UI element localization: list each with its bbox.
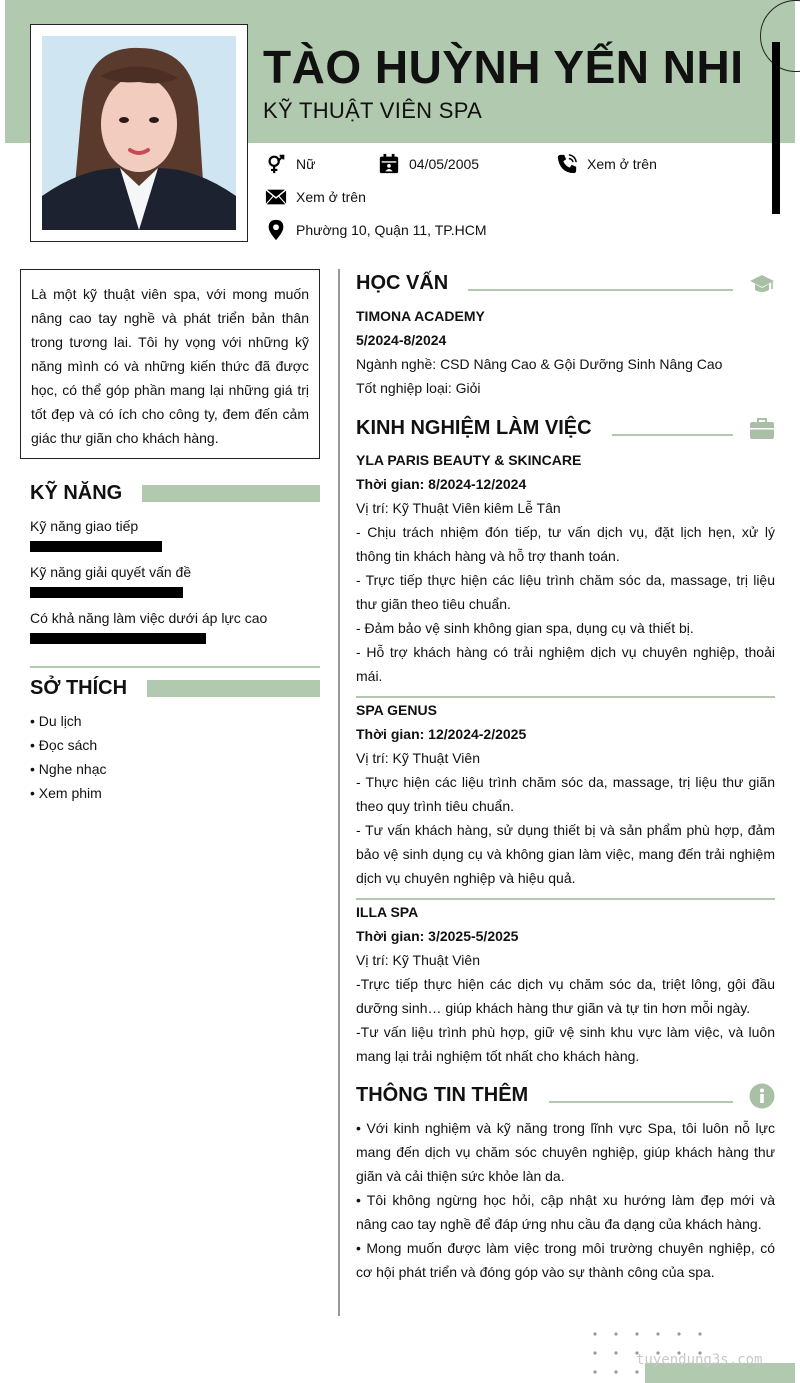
additional-line: • Tôi không ngừng học hỏi, cập nhật xu hướng làm đẹp mới và nâng cao tay nghề để đáp ứng nhu cầu đa dạng của khách hàng.	[356, 1192, 775, 1232]
job-duty: - Hỗ trợ khách hàng có trải nghiệm dịch vụ chuyên nghiệp, thoải mái.	[356, 644, 775, 684]
job-period: Thời gian: 8/2024-12/2024	[356, 476, 527, 492]
education-period: 5/2024-8/2024	[356, 332, 447, 348]
job-duty: - Trực tiếp thực hiện các liệu trình chăm sóc da, massage, trị liệu thư giãn theo tiêu chuẩn.	[356, 572, 775, 612]
job-position: Vị trí: Kỹ Thuật Viên	[356, 750, 480, 766]
skill-label: Có khả năng làm việc dưới áp lực cao	[30, 610, 268, 626]
school-name: TIMONA ACADEMY	[356, 308, 485, 324]
watermark: tuyendung3s.com	[636, 1352, 763, 1368]
education-major: Ngành nghề: CSD Nâng Cao & Gội Dưỡng Sinh Nâng Cao	[356, 356, 723, 372]
hobbies-title: SỞ THÍCH	[30, 677, 128, 699]
hobby-item: • Xem phim	[30, 785, 102, 801]
education-grade: Tốt nghiệp loại: Giỏi	[356, 380, 481, 396]
calendar-icon	[378, 153, 400, 175]
email-value: Xem ở trên	[296, 189, 366, 205]
hobby-item: • Nghe nhạc	[30, 761, 107, 777]
profile-photo	[42, 36, 236, 230]
address-value: Phường 10, Quận 11, TP.HCM	[296, 222, 487, 238]
job-company: ILLA SPA	[356, 904, 419, 920]
summary-box: Là một kỹ thuật viên spa, với mong muốn nâng cao tay nghề và phát triển bản thân trong tương lai. Tôi hy vọng với những kỹ năng mình có và những kiến thức đã được học, có thể góp phần mang lại những giá trị tốt đẹp và có ích cho công ty, đem đến cảm giác thư giãn cho khách hàng.	[20, 269, 320, 459]
skill-label: Kỹ năng giao tiếp	[30, 518, 139, 534]
contact-email	[265, 186, 366, 208]
job-duty: - Chịu trách nhiệm đón tiếp, tư vấn dịch vụ, đặt lịch hẹn, xử lý thông tin khách hàng và hỗ trợ thanh toán.	[356, 524, 775, 564]
skills-title: KỸ NĂNG	[30, 482, 123, 504]
location-icon	[265, 219, 287, 241]
contact-gender	[265, 153, 315, 175]
candidate-name: TÀO HUỲNH YẾN NHI	[263, 41, 744, 93]
education-title-line	[468, 289, 733, 291]
job-position: Vị trí: Kỹ Thuật Viên kiêm Lễ Tân	[356, 500, 561, 516]
additional-line: • Mong muốn được làm việc trong môi trường chuyên nghiệp, có cơ hội phát triển và đóng góp vào sự thành công của spa.	[356, 1240, 775, 1280]
additional-line: • Với kinh nghiệm và kỹ năng trong lĩnh vực Spa, tôi luôn nỗ lực mang đến dịch vụ chăm sóc chuyên nghiệp, giúp khách hàng thư giãn và cải thiện sức khỏe làn da.	[356, 1120, 775, 1184]
job-duty: - Đảm bảo vệ sinh không gian spa, dụng cụ và thiết bị.	[356, 620, 694, 636]
job-period: Thời gian: 3/2025-5/2025	[356, 928, 519, 944]
hobby-item: • Du lịch	[30, 713, 82, 729]
gender-icon	[265, 153, 287, 175]
column-divider	[338, 269, 340, 1316]
job-company: SPA GENUS	[356, 702, 437, 718]
skill-label: Kỹ năng giải quyết vấn đề	[30, 564, 192, 580]
hobbies-title-bar	[147, 680, 320, 697]
skills-title-bar	[142, 485, 320, 502]
skill-level-bar	[30, 587, 183, 598]
gender-value: Nữ	[296, 156, 316, 172]
hobby-item: • Đọc sách	[30, 737, 98, 753]
phone-value: Xem ở trên	[587, 156, 657, 172]
contact-birthday	[378, 153, 479, 175]
job-duty: - Thực hiện các liệu trình chăm sóc da, massage, trị liệu thư giãn theo quy trình tiêu chuẩn.	[356, 774, 775, 814]
additional-title-line	[549, 1101, 733, 1103]
birthday-value: 04/05/2005	[409, 156, 480, 172]
additional-title: THÔNG TIN THÊM	[356, 1084, 529, 1106]
phone-icon	[556, 153, 578, 175]
left-section-divider	[30, 666, 320, 668]
job-duty: - Tư vấn khách hàng, sử dụng thiết bị và sản phẩm phù hợp, đảm bảo vệ sinh dụng cụ và không gian làm việc, mang đến trải nghiệm dịch vụ chuyên nghiệp và hiệu quả.	[356, 822, 775, 886]
skill-level-bar	[30, 541, 162, 552]
graduation-cap-icon	[749, 271, 775, 297]
decorative-vertical-bar	[772, 42, 780, 214]
job-company: YLA PARIS BEAUTY & SKINCARE	[356, 452, 582, 468]
briefcase-icon	[749, 415, 775, 441]
experience-title-line	[612, 434, 733, 436]
job-position: Vị trí: Kỹ Thuật Viên	[356, 952, 480, 968]
education-title: HỌC VẤN	[356, 272, 449, 294]
contact-address	[265, 219, 487, 241]
mail-icon	[265, 186, 287, 208]
job-duty: -Tư vấn liệu trình phù hợp, giữ vệ sinh khu vực làm việc, và luôn mang lại trải nghiệm tốt nhất cho khách hàng.	[356, 1024, 775, 1064]
job-title: KỸ THUẬT VIÊN SPA	[263, 98, 483, 123]
experience-title: KINH NGHIỆM LÀM VIỆC	[356, 417, 592, 439]
job-duty: -Trực tiếp thực hiện các dịch vụ chăm sóc da, triệt lông, gội đầu dưỡng sinh… giúp khách hàng thư giãn và tự tin hơn mỗi ngày.	[356, 976, 775, 1016]
job-period: Thời gian: 12/2024-2/2025	[356, 726, 527, 742]
contact-phone	[556, 153, 657, 175]
skill-level-bar	[30, 633, 206, 644]
info-icon	[749, 1083, 775, 1109]
